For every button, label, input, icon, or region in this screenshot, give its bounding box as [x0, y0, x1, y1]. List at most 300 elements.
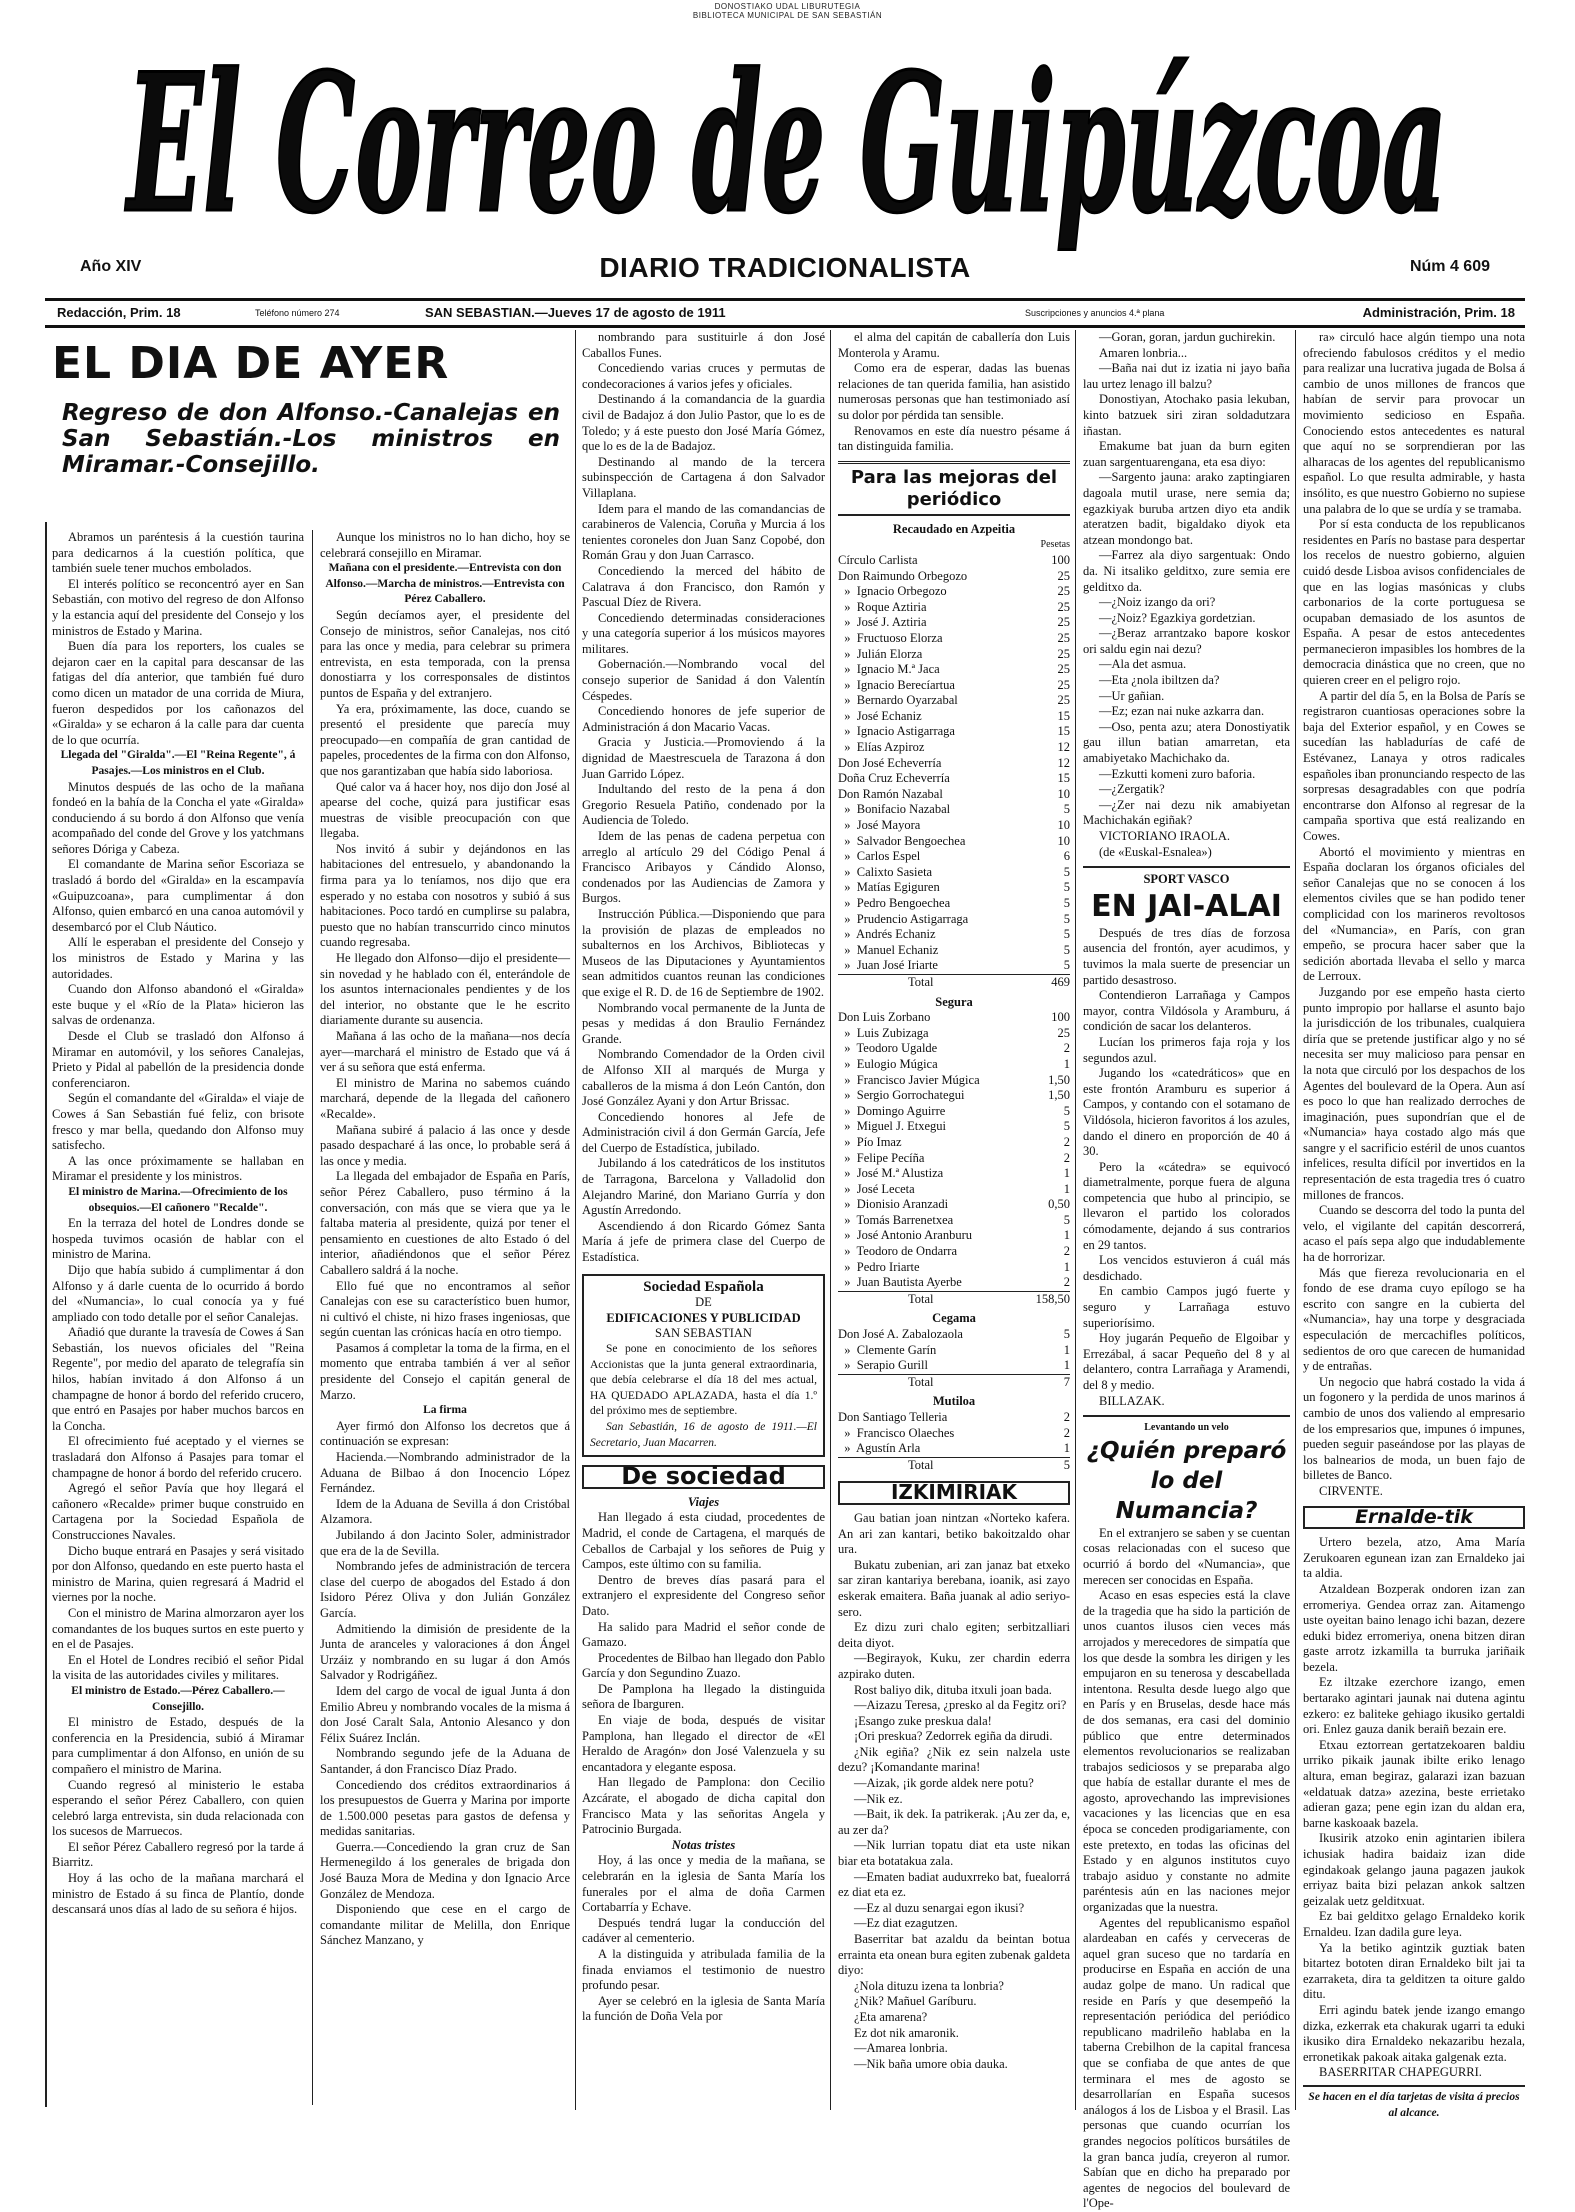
- donor-row: [838, 1327, 1070, 1343]
- donor-row: [838, 849, 1070, 865]
- paragraph: El ofrecimiento fué aceptado y el viernes se trasladará don Alfonso á Pasajes para tomar el champagne de honor á bordo del referido crucero.: [52, 1434, 304, 1480]
- donor-amount: 25: [1057, 646, 1070, 661]
- paragraph: El ministro de Marina no sabemos cuándo marchará, depende de la llegada del cañonero «Recalde».: [320, 1075, 570, 1121]
- donor-name: » Clemente Garín: [838, 1342, 937, 1357]
- donor-row: [838, 1244, 1070, 1260]
- col-f-footer: Se hacen en el día tarjetas de visita á precios al alcance.: [1303, 2085, 1525, 2121]
- paragraph: El ministro de Estado.—Pérez Caballero.—Consejillo.: [71, 1684, 285, 1713]
- paragraph: —Nik baña umore obia dauka.: [854, 2056, 1008, 2071]
- paragraph: Según el comandante del «Giralda» el viaje de Cowes á San Sebastián fué feliz, con brisote fresco y mar bella, quedando don Alfonso muy satisfecho.: [52, 1091, 304, 1153]
- donor-name: » Juan Bautista Ayerbe: [838, 1275, 962, 1290]
- stamp-line-1: DONOSTIAKO UDAL LIBURUTEGIA: [714, 2, 861, 11]
- izkimiriak-title: IZKIMIRIAK: [890, 1480, 1018, 1505]
- paragraph: A partir del día 5, en la Bolsa de París se registraron cuantiosas operaciones sobre la baja del Exterior español, y en Cowes se sucedían las habladurías de café de Estévanez, Lanaya y otros radicales españoles iban pronunciando respecto de las sorpresas desagradables con que podría encontrarse don Alfonso al regresar de la campaña sportiva que está realizando en Cowes.: [1303, 688, 1525, 843]
- donor-amount: 5: [1063, 927, 1070, 942]
- paragraph: —Bait, ik dek. Ia patrikerak. ¡Au zer da, e, au zer da?: [838, 1807, 1070, 1837]
- total-label: Total: [908, 1374, 934, 1389]
- donor-row: [838, 615, 1070, 631]
- donor-name: » Agustín Arla: [838, 1441, 921, 1456]
- paragraph: Llegada del "Giralda".—El "Reina Regente", á Pasajes.—Los ministros en el Club.: [60, 749, 296, 777]
- paragraph: Minutos después de las ocho de la mañana fondeó en la bahía de la Concha el yate «Giralda» conduciendo á su bordo á don Alfonso que venía acompañado del conde del Grove y los yatchmans señores Dóriga y Cabeza.: [52, 779, 304, 856]
- info-bar: [45, 298, 1525, 328]
- donor-name: » Manuel Echaniz: [838, 942, 939, 957]
- total-mutiloa: [838, 1457, 1070, 1474]
- paragraph: Gobernación.—Nombrando vocal del consejo superior de Sanidad á don Valentín Céspedes.: [582, 657, 825, 703]
- donor-row: [838, 1104, 1070, 1120]
- paragraph: Lucían los primeros faja roja y los segundos azul.: [1083, 1034, 1290, 1065]
- paragraph: En el Hotel de Londres recibió el señor Pidal la visita de las autoridades civiles y militares.: [52, 1652, 304, 1683]
- jai-alai-title: EN JAI-ALAI: [1091, 888, 1282, 924]
- year-label: Año XIV: [80, 258, 142, 275]
- donor-row: [838, 1275, 1070, 1291]
- donor-name: » Bonifacio Nazabal: [838, 802, 951, 817]
- library-stamp: [0, 2, 1575, 20]
- donor-row: [838, 1041, 1070, 1057]
- paragraph: Dicho buque entrará en Pasajes y será visitado por don Alfonso, quedando en este puerto hasta el ministro de Marina, quien regresará á Madrid el viernes por la noche.: [52, 1543, 304, 1605]
- paragraph: Idem para el mando de las comandancias de carabineros de Valencia, Coruña y Murcia á los tenientes coroneles don Juan Sanz Copobé, don Román Grau y don Juan Carrasco.: [582, 501, 825, 563]
- paragraph: Buen día para los reporters, los cuales se dejaron caer en la capital para descansar de las fatigas del día anterior, que también fué duro como dicen un matador de una corrida de Miura, fueron despedidos por los cañonazos del «Giralda» y se echaron á la calle para dar cuenta de lo que ocurría.: [52, 639, 304, 747]
- dateline: SAN SEBASTIAN.—Jueves 17 de agosto de 1911: [425, 305, 726, 320]
- donor-name: » Serapio Gurill: [838, 1358, 928, 1373]
- paragraph: Un negocio que habrá costado la vida á un fogonero y la perdida de unos marinos á cambio de unos dos valiendo al empresario de los empresarios que, impunes ó impunes, pueden seguir paseándose por las playas de los balnearios de moda, un buen fajo de billetes de Banco.: [1303, 1374, 1525, 1483]
- donor-name: Don Raimundo Orbegozo: [838, 568, 968, 583]
- column-d: [838, 330, 1070, 2110]
- paragraph: Ello fué que no encontramos al señor Canalejas con ese su característico buen humor, ni cultivó el chiste, ni hizo frases ingeniosas, que según cuentan las crónicas hacía en otro tiempo.: [320, 1278, 570, 1340]
- paragraph: El ministro de Estado, después de la conferencia en la Presidencia, subió á Miramar para cumplimentar á don Alfonso, en unión de su compañero el ministro de Marina.: [52, 1715, 304, 1776]
- donor-row: [838, 771, 1070, 787]
- paragraph: Ayer firmó don Alfonso los decretos que á continuación se expresan:: [320, 1418, 570, 1449]
- donor-name: » José Antonio Aranburu: [838, 1228, 973, 1243]
- levantando-label: Levantando un velo: [1083, 1415, 1290, 1436]
- paragraph: —Ez diat ezagutzen.: [854, 1916, 958, 1931]
- paragraph: Como era de esperar, dadas las buenas relaciones de tan querida familia, han asistido numerosas personas que han testimoniado así su dolor por pérdida tan sensible.: [838, 361, 1070, 422]
- paragraph: —Nik lurrian topatu diat eta uste nikan biar eta botatakua zala.: [838, 1838, 1070, 1869]
- donor-name: Don Santiago Telleria: [838, 1410, 948, 1424]
- donor-name: » Miguel J. Etxegui: [838, 1119, 946, 1134]
- donor-amount: 2: [1063, 1134, 1070, 1149]
- paragraph: VICTORIANO IRAOLA.: [1099, 829, 1231, 843]
- donor-name: » Elías Azpiroz: [838, 740, 925, 755]
- suscripciones: Suscripciones y anuncios 4.ª plana: [1025, 308, 1165, 318]
- donor-name: » Fructuoso Elorza: [838, 630, 943, 645]
- meta-row: [70, 254, 1500, 282]
- paragraph: Abramos un paréntesis á la cuestión taurina para dedicarnos á la cuestión política, que también suele tener muchos embolados.: [52, 530, 304, 576]
- paragraph: Destinando al mando de la tercera subinspección de Cartagena á don Salvador Villaplana.: [582, 454, 825, 500]
- donor-name: Doña Cruz Echeverría: [838, 771, 950, 786]
- paragraph: Juzgando por ese empeño hasta cierto punto impropio por hallarse el asunto bajo la jurisdicción de los tribunales, cualquiera diría que se pretende justificar algo y no sé necesita ser muy malicioso para pensar en la nota que circuló por los despachos de los Agentes del boulevard de la Opera. Aun así es poco lo que han realizado derroches de imaginación, pues supondrían que el de «Numancia» haya costado algo más que sangre y el sacrificio estéril de unos cuantos infelices, resulta difícil por invertidos en la representación de esta tragedia tres ó cuatro millones de francos.: [1303, 984, 1525, 1202]
- paragraph: La firma: [423, 1404, 467, 1417]
- donor-row: [838, 678, 1070, 694]
- column-rule: [312, 530, 313, 2105]
- paragraph: Han llegado de Pamplona: don Cecilio Azcárate, el abogado de dicha capital don Francisco Mata y las señoritas Angela y Patrocinio Burgada.: [582, 1775, 825, 1837]
- donor-amount: 25: [1057, 615, 1070, 630]
- donor-row: [838, 709, 1070, 725]
- donor-name: » Teodoro Ugalde: [838, 1041, 938, 1056]
- donor-name: » Calixto Sasieta: [838, 864, 933, 879]
- donor-row: [838, 1166, 1070, 1182]
- paragraph: Idem de la Aduana de Sevilla á don Cristóbal Alzamora.: [320, 1496, 570, 1527]
- paragraph: Donostiyan, Atochako pasia lekuban, kinto batzuek siri ziran soldadutzara iñastan.: [1083, 392, 1290, 438]
- paragraph: Nombrando vocal permanente de la Junta de pesas y medidas á don Braulio Fernández Grande.: [582, 1000, 825, 1046]
- donor-amount: 15: [1057, 724, 1070, 739]
- donor-amount: 100: [1051, 552, 1070, 567]
- paragraph: ¿Nik egiña? ¿Nik ez sein nalzela uste dezu? ¡Komandante marina!: [838, 1744, 1070, 1775]
- main-deck: Regreso de don Alfonso.-Canalejas en San Sebastián.-Los ministros en Miramar.-Consejillo.: [62, 400, 560, 478]
- paragraph: —Oso, penta azu; atera Donostiyatik gau illun batian amarretan, eta amabiyetako Machichako da.: [1083, 719, 1290, 766]
- paragraph: En viaje de boda, después de visitar Pamplona, han llegado el director de «El Heraldo de Aragón» don José Valenzuela y su encantadora y elegante esposa.: [582, 1713, 825, 1774]
- paragraph: De Pamplona ha llegado la distinguida señora de Ibarguren.: [582, 1681, 825, 1712]
- paragraph: Nombrando jefes de administración de tercera clase del cuerpo de abogados del Estado á don Isidoro Pérez Oliva y don Julián González García.: [320, 1559, 570, 1620]
- donor-name: » Eulogio Múgica: [838, 1056, 938, 1071]
- donor-row: [838, 1197, 1070, 1213]
- column-f: [1303, 330, 1525, 2119]
- izkimiriak-text: [838, 1511, 1070, 2072]
- paragraph: Ez bai gelditxo gelago Ernaldeko korik Ernaldeu. Izan dadila gure leya.: [1303, 1909, 1525, 1939]
- paragraph: —Ematen badiat auduxrreko bat, fuealorrá ez diat eta ez.: [838, 1869, 1070, 1900]
- column-rule: [830, 330, 831, 2110]
- donor-row: [838, 958, 1070, 974]
- paragraph: —Ez; ezan nai nuke azkarra dan.: [1099, 704, 1265, 719]
- paragraph: Allí le esperaban el presidente del Consejo y los ministros de Estado y Marina y las autoridades.: [52, 935, 304, 981]
- paragraph: Jubilando á don Jacinto Soler, administrador que era de la de Sevilla.: [320, 1528, 570, 1558]
- donor-row: [838, 1057, 1070, 1073]
- paragraph: Mañana subiré á palacio á las once y desde pasado despacharé á las once, lo probable será á las once y media.: [320, 1122, 570, 1168]
- donor-name: » Salvador Bengoechea: [838, 833, 966, 848]
- paragraph: Nos invitó á subir y dejándonos en las habitaciones del entresuelo, y abandonando la firma para ya lo teníamos, nos dijo que era esperado y no estaba con nosotros y subió á sus habitaciones. Poco tardó en cumplirse su palabra, puesto que no habían transcurrido cinco minutos cuando regresaba.: [320, 841, 570, 950]
- paragraph: —Goran, goran, jardun guchirekin.: [1099, 330, 1276, 344]
- paragraph: (de «Euskal-Esnalea»): [1099, 844, 1212, 859]
- donor-name: » Pedro Bengoechea: [838, 896, 951, 910]
- paragraph: Jubilando á los catedráticos de los institutos de Tarragona, Barcelona y Valladolid don Alejandro Mariné, don Mariano Gurría y don Agustín Arredondo.: [582, 1156, 825, 1218]
- column-f-text: [1303, 330, 1525, 1500]
- paragraph: Atzaldean Bozperak ondoren izan zan erromeriya. Gendea orraz zan. Aitamengo uste oyeitan baino lenago ichi bazan, dezere eduki bidez erromeriya, onena bitzen diran gaste arrotz izkamilla ta burruka jariñaik bezela.: [1303, 1581, 1525, 1674]
- paragraph: Después tendrá lugar la conducción del cadáver al cementerio.: [582, 1915, 825, 1946]
- donor-row: [838, 740, 1070, 756]
- donor-name: » Dionisio Aranzadi: [838, 1197, 949, 1212]
- donor-amount: 2: [1063, 1425, 1070, 1440]
- poem-text: [1083, 330, 1290, 860]
- paragraph: Amaren lonbria...: [1099, 345, 1188, 360]
- donor-row: [838, 1358, 1070, 1374]
- mutiloa-head: Mutiloa: [932, 1394, 976, 1409]
- paragraph: Destinando á la comandancia de la guardia civil de Badajoz á don Julio Pastor, que lo es de Toledo; y á este puesto don José María Gómez, que lo es de la de Badajoz.: [582, 392, 825, 454]
- ad-sign: San Sebastián, 16 de agosto de 1911.—El Secretario, Juan Macarren.: [590, 1420, 817, 1449]
- paragraph: Admitiendo la dimisión de presidente de la Junta de aranceles y valoraciones á don Ángel Urzáiz y nombrando en su lugar á don Amós Salvador y Rodrigáñez.: [320, 1621, 570, 1683]
- donor-row: [838, 600, 1070, 616]
- donor-amount: 15: [1057, 771, 1070, 786]
- donor-list-mutiloa: [838, 1410, 1070, 1457]
- paragraph: Hacienda.—Nombrando administrador de la Aduana de Bilbao á don Inocencio López Fernández.: [320, 1450, 570, 1496]
- recaudado-head: Recaudado en Azpeitia: [892, 521, 1016, 536]
- donor-row: [838, 1410, 1070, 1426]
- donor-row: [838, 1426, 1070, 1442]
- donor-amount: 1,50: [1048, 1088, 1070, 1103]
- paragraph: Idem de las penas de cadena perpetua con arreglo al artículo 29 del Código Penal á Francisco Aribayos y Cándido Alonso, condenados por las Audiencias de Zamora y Burgos.: [582, 829, 825, 906]
- cegama-head: Cegama: [932, 1311, 976, 1326]
- donor-name: » Tomás Barrenetxea: [838, 1212, 954, 1227]
- paragraph: Rost baliyo dik, dituba itxuli joan bada.: [854, 1682, 1052, 1697]
- donor-amount: 5: [1063, 1212, 1070, 1227]
- paragraph: En la terraza del hotel de Londres donde se hospeda tuvimos ocasión de hablar con el ministro de Marina.: [52, 1216, 304, 1262]
- column-rule: [575, 330, 576, 2110]
- donor-name: » Ignacio Berecíartua: [838, 677, 955, 692]
- paragraph: La llegada del embajador de España en París, señor Pérez Caballero, puso término á la conversación, con más que se viera que ya le faltaba materia al presidente, quizá por tener el pensamiento en cuestiones de alto Estado ó del interior, añadiéndonos que el señor Pérez Caballero saldrá á la noche.: [320, 1169, 570, 1277]
- paragraph: En cambio Campos jugó fuerte y seguro y Larrañaga estuvo superiorísimo.: [1083, 1284, 1290, 1330]
- donor-row: [838, 647, 1070, 663]
- donor-name: » Roque Aztiria: [838, 599, 927, 614]
- column-c: [582, 330, 825, 2110]
- subtitle: DIARIO TRADICIONALISTA: [599, 252, 971, 283]
- paragraph: Mañana con el presidente.—Entrevista con don Alfonso.—Marcha de ministros.—Entrevista con Pérez Caballero.: [325, 562, 565, 606]
- donor-name: » Andrés Echaniz: [838, 927, 936, 942]
- donor-amount: 25: [1057, 584, 1070, 599]
- donor-row: [838, 1010, 1070, 1026]
- donor-list-azpeitia: [838, 553, 1070, 974]
- donor-amount: 12: [1057, 740, 1070, 755]
- donor-row: [838, 1088, 1070, 1104]
- paragraph: Concediendo varias cruces y permutas de condecoraciones á varios jefes y oficiales.: [582, 361, 825, 391]
- paragraph: ¿Nik? Mañuel Garíburu.: [854, 1994, 977, 2009]
- paragraph: —Aizazu Teresa, ¿presko al da Fegitz ori?: [854, 1698, 1067, 1713]
- paragraph: Ez dot nik amaronik.: [854, 2025, 959, 2040]
- donor-row: [838, 880, 1070, 896]
- donor-row: [838, 927, 1070, 943]
- donor-amount: 0,50: [1048, 1197, 1070, 1212]
- donor-amount: 5: [1063, 1119, 1070, 1134]
- total-segura: [838, 1291, 1070, 1308]
- tristes-head: Notas tristes: [671, 1837, 736, 1852]
- donor-amount: 2: [1063, 1275, 1070, 1290]
- paragraph: Según decíamos ayer, el presidente del Consejo de ministros, señor Canalejas, nos citó para las once y media, para celebrar su primera entrevista, en esta temporada, con la prensa donostiarra y los corresponsales de distintos puntos de España y del extranjero.: [320, 607, 570, 700]
- donor-amount: 1: [1063, 1441, 1070, 1456]
- paragraph: Concediendo determinadas consideraciones y una categoría superior á los músicos mayores militares.: [582, 610, 825, 656]
- column-e: [1083, 330, 1290, 2211]
- donor-row: [838, 693, 1070, 709]
- donor-row: [838, 1213, 1070, 1229]
- ernalde-box: [1303, 1506, 1525, 1530]
- donor-name: » Prudencio Astigarraga: [838, 911, 969, 926]
- donor-amount: 1: [1063, 1056, 1070, 1071]
- donor-row: [838, 1151, 1070, 1167]
- donor-amount: 5: [1063, 802, 1070, 817]
- paragraph: Los vencidos estuvieron á cuál más desdichado.: [1083, 1253, 1290, 1283]
- donor-name: » José M.ª Alustiza: [838, 1166, 944, 1181]
- izkimiriak-box: [838, 1481, 1070, 1505]
- paragraph: Con el ministro de Marina almorzaron ayer los comandantes de los buques surtos en este puerto y en el de Pasajes.: [52, 1605, 304, 1652]
- donor-name: » Luis Zubizaga: [838, 1025, 929, 1040]
- paragraph: —¿Beraz arrantzako bapore koskor ori saldu egin nai dezu?: [1083, 626, 1290, 656]
- column-rule: [1075, 330, 1076, 2110]
- donor-amount: 100: [1051, 1010, 1070, 1025]
- donor-name: Don José A. Zabalozaola: [838, 1327, 963, 1342]
- column-a: [52, 530, 304, 2105]
- paragraph: nombrando para sustituirle á don José Caballos Funes.: [582, 330, 825, 360]
- paragraph: Por sí esta conducta de los republicanos residentes en París no bastase para despertar los recelos de nuestro gobierno, alguien cuidó desde Lisboa avisos confidenciales de que en las logias masónicas y clubs carbonarios de la corte portuguesa se ocupaban demasiado de los asuntos de España. A pesar de estos antecedentes permanecieron impasibles los hombres de la democracia dinástica que no creen, que no quieren creer en el peligro rojo.: [1303, 517, 1525, 688]
- donor-name: Círculo Carlista: [838, 552, 918, 567]
- donor-amount: 5: [1063, 1327, 1070, 1342]
- left-margin-rule: [45, 522, 47, 2107]
- paragraph: —Sargento jauna: arako zaptingiaren dagoala mutil urase, nere semia da; egazkiyak buruba artzen diyo eta andik ateratzen badit, bigaldako diyok eta atzean mondongo bat.: [1083, 470, 1290, 547]
- donor-name: » Julián Elorza: [838, 646, 923, 661]
- total-amount: 7: [1063, 1374, 1070, 1389]
- paragraph: El comandante de Marina señor Escoriaza se trasladó á bordo del «Giralda» en la escampavía «Guipuzcoana», para cumplimentar á don Alfonso, quien embarcó en una canoa automóvil y desembarcó por el Club Náutico.: [52, 857, 305, 934]
- donor-row: [838, 553, 1070, 569]
- svg-text:El Correo de Guipúzcoa: El Correo de Guipúzcoa: [124, 32, 1447, 255]
- donor-amount: 1: [1063, 1358, 1070, 1373]
- donor-amount: 5: [1063, 880, 1070, 895]
- paragraph: —Baña nai dut iz izatia ni jayo baña lau urtez lenago ill balzu?: [1083, 361, 1290, 391]
- paragraph: Jugando los «catedráticos» que en este frontón Aramburu es superior á Campos, y contando con el sotamano de Vildósola, hicieron favoritos á los azules, dando el dinero en proporción de 40 á 30.: [1083, 1066, 1290, 1159]
- paragraph: Ya la betiko agintzik guztiak baten bitartez bototen diran Ernaldeko bilt jai ta ezarraketa, dira ta gelditzen ta oiture galdo ditu.: [1303, 1940, 1525, 2002]
- paragraph: —Ezkutti komeni zuro baforia.: [1099, 766, 1256, 781]
- sociedad-title: De sociedad: [621, 1462, 786, 1491]
- paragraph: Emakume bat juan da burn egiten zuan sargentuarengana, eta esa diyo:: [1083, 439, 1290, 469]
- total-cegama: [838, 1374, 1070, 1391]
- paragraph: Bukatu zubenian, ari zan janaz bat etxeko sar ziran kantariya berebana, ioanik, asi zayo eskerak emaitera. Baña juanak al adio seriyo-sero.: [838, 1557, 1070, 1619]
- donor-row: [838, 818, 1070, 834]
- total-amount: 158,50: [1035, 1291, 1070, 1306]
- donor-amount: 5: [1063, 1103, 1070, 1118]
- paragraph: Erri agindu batek jende izango emango dizka, ezkerrak eta chakurak ugarri ta eduki ikusiko dira Ernaldeko nekazaribu hezala, erronetikak pakoak aitaka galgenak ezta.: [1303, 2002, 1525, 2064]
- masthead-logo: [120, 30, 1455, 255]
- paragraph: Desde el Club se trasladó don Alfonso á Miramar en automóvil, y los señores Canalejas, Prieto y Pidal al pabellón de la presidencia donde conferenciaron.: [52, 1029, 304, 1090]
- main-headline: EL DIA DE AYER: [52, 338, 450, 389]
- paragraph: Dentro de breves días pasará para el extranjero el expresidente del Congreso señor Dato.: [582, 1572, 825, 1618]
- donor-name: » Ignacio Astigarraga: [838, 724, 955, 739]
- paragraph: Nombrando Comendador de la Orden civil de Alfonso XII al marqués de Murga y caballeros de la misma á don León Cantón, don José González Ayani y don Artur Brissac.: [582, 1047, 825, 1109]
- donor-name: » Carlos Espel: [838, 849, 921, 864]
- donor-name: » Francisco Olaeches: [838, 1425, 955, 1440]
- paragraph: Hoy, á las once y media de la mañana, se celebrarán en la iglesia de Santa María los funerales por el alma de doña Carmen Cortabarría y Echave.: [582, 1853, 825, 1915]
- paragraph: Pasamos á completar la toma de la firma, en el momento que entraba también á ver al señor presidente del Consejo el capitán general de Marzo.: [320, 1340, 570, 1402]
- paragraph: Acaso en esas especies está la clave de la tragedia que ha sido la partición de unos cuantos ilusos cien veces más arrojados y merecedores de simpatía que los que desde la sombra les dirigen y les empujaron en su tenerosa y descabellada intentona. Resulta desde luego algo que en París y en Bruselas, desde hace más de dos semanas, era casi del dominio público que entre determinados elementos revolucionarios se realizaban trabajos sediciosos y se preparaba algo que había de estallar durante el mes de agosto, aprovechando las imprevisiones vacaciones y las licencias que en esa época se conceden prodigariamente, con este pretexto, en todas las oficinas del Estado y en algunos institutos cuyo trabajo asiduo y constante no admite paréntesis aún en las naciones mejor organizadas que la nuestra.: [1083, 1588, 1290, 1915]
- administracion: Administración, Prim. 18: [1362, 305, 1515, 320]
- donor-row: [838, 912, 1070, 928]
- paragraph: Ez iltzake ezerchore izango, emen bertarako agintari jaunak nai dutena agintu ezkero: ez baliteke gehiago ikusiko gertaldi ori. Enlez gauza danik beraiñ bezain ere.: [1303, 1675, 1525, 1737]
- donor-name: » Francisco Javier Múgica: [838, 1072, 980, 1087]
- stamp-line-2: BIBLIOTECA MUNICIPAL DE SAN SEBASTIÁN: [692, 11, 883, 20]
- paragraph: Han llegado á esta ciudad, procedentes de Madrid, el conde de Cartagena, el marqués de Ceballos de Carbajal y los señores de Puig y Campos, este último con su familia.: [582, 1510, 825, 1572]
- paragraph: Añadió que durante la travesía de Cowes á San Sebastián, los nuevos oficiales del "Reina Regente", por medio del aparato de telegrafía sin hilos, habían invitado á don Alfonso á un champagne de honor á bordo del referido crucero, que entró en Pasajes por haber muchos barcos en la Concha.: [52, 1325, 304, 1433]
- paragraph: Concediendo honores al Jefe de Administración civil á don Germán García, Jefe del Cuerpo de Estadística, jubilado.: [582, 1109, 825, 1155]
- paragraph: —¿Noiz? Egazkiya gordetzian.: [1099, 610, 1256, 625]
- paragraph: —Amarea lonbria.: [854, 2041, 948, 2056]
- donor-row: [838, 631, 1070, 647]
- ad-line4: SAN SEBASTIAN: [655, 1326, 752, 1341]
- paragraph: He llegado don Alfonso—dijo el presidente—sin novedad y he hablado con él, enterándole de los asuntos internacionales pendientes y de los del interior, no obstante que le he escrito diariamente durante su ausencia.: [320, 951, 570, 1028]
- donor-amount: 10: [1057, 818, 1070, 833]
- donor-row: [838, 1182, 1070, 1198]
- tristes-items: [582, 1853, 825, 2025]
- donor-name: » Bernardo Oyarzabal: [838, 693, 958, 708]
- mejoras-title: Para las mejoras del periódico: [850, 466, 1058, 510]
- donor-amount: 1: [1063, 1228, 1070, 1243]
- paragraph: Gracia y Justicia.—Promoviendo á la dignidad de Maestrescuela de Tarazona á don Juan Garrido López.: [582, 735, 825, 781]
- donor-name: » Sergio Gorrochategui: [838, 1088, 965, 1103]
- donor-name: » Pedro Iriarte: [838, 1259, 920, 1274]
- donor-amount: 10: [1057, 786, 1070, 801]
- donor-name: » Ignacio Orbegozo: [838, 584, 947, 599]
- paragraph: —Aizak, ¡ik gorde aldek nere potu?: [854, 1776, 1034, 1791]
- paragraph: Más que fiereza revolucionaria en el fondo de ese drama cuyo epílogo se ha escrito con sangre en la cubierta del «Numancia», hay una torpe y desgraciada especulación de mercachifles políticos, sedientos de oro que carecen de humanidad y de entrañas.: [1303, 1265, 1525, 1374]
- donor-amount: 5: [1063, 864, 1070, 879]
- telefono: Teléfono número 274: [255, 308, 340, 318]
- paragraph: Qué calor va á hacer hoy, nos dijo don José al apearse del coche, quizá para justificar esas muestras de visible preocupación con que llegaba.: [320, 779, 570, 841]
- donor-row: [838, 1343, 1070, 1359]
- donor-row: [838, 865, 1070, 881]
- donor-amount: 10: [1057, 833, 1070, 848]
- donor-name: Don Luis Zorbano: [838, 1010, 931, 1025]
- paragraph: El interés político se reconcentró ayer en San Sebastián, con motivo del regreso de don Alfonso y la estancia aquí del presidente del Consejo y los ministros de Estado y Marina.: [52, 576, 304, 638]
- paragraph: —Ur gañian.: [1099, 688, 1165, 703]
- donor-row: [838, 1119, 1070, 1135]
- ad-title: Sociedad Española: [643, 1278, 764, 1295]
- total-amount: 5: [1063, 1457, 1070, 1472]
- donor-row: [838, 569, 1070, 585]
- paragraph: Cuando se descorra del todo la punta del velo, el vigilante del capitán descorrerá, acaso el país sepa algo que indudablemente ha de horrorizar.: [1303, 1203, 1525, 1265]
- paragraph: Cuando regresó al ministerio le estaba esperando el señor Pérez Caballero, con quien celebró larga entrevista, sin duda relacionada con los sucesos de Marruecos.: [52, 1777, 304, 1839]
- donor-name: » Pío Imaz: [838, 1134, 902, 1149]
- paragraph: Pero la «cátedra» se equivocó diametralmente, porque fuera de alguna competencia que hubo al principio, se llevaron el partido los colorados cómodamente, dejando á sus contrarios en 29 tantos.: [1083, 1159, 1290, 1252]
- donor-row: [838, 943, 1070, 959]
- mejoras-box: [838, 461, 1070, 516]
- paragraph: —¿Zer nai dezu nik amabiyetan Machichakán egiñak?: [1083, 797, 1290, 828]
- paragraph: Cuando don Alfonso abandonó el «Giralda» este buque y el «Río de la Plata» hicieron las salvas de ordenanza.: [52, 982, 304, 1028]
- paragraph: Guerra.—Concediendo la gran cruz de San Hermenegildo á los generales de brigada don José Bauza Mora de Medina y don Ignacio Arce González de Mendoza.: [320, 1839, 570, 1901]
- paragraph: Baserritar bat azaldu da beintan botua errainta eta onean bura egiten zubenak galdeta diyo:: [838, 1932, 1070, 1978]
- paragraph: Indultando del resto de la pena á don Gregorio Resuela Patiño, condenado por la Audiencia de Toledo.: [582, 782, 825, 828]
- paragraph: A las once próximamente se hallaban en Miramar el presidente y los ministros.: [52, 1153, 304, 1184]
- paragraph: Hoy jugarán Pequeño de Elgoibar y Errezábal, á sacar Pequeño del 8 y al delantero, contra Larrañaga y Aramendi, del 8 y medio.: [1083, 1331, 1290, 1392]
- jai-alai-text: [1083, 926, 1290, 1409]
- donor-name: » Teodoro de Ondarra: [838, 1244, 957, 1259]
- donor-name: Don José Echeverría: [838, 755, 942, 770]
- paragraph: —¿Zergatik?: [1099, 782, 1165, 797]
- donor-name: » Domingo Aguirre: [838, 1103, 946, 1118]
- paragraph: A la distinguida y atribulada familia de la finada enviamos el testimonio de nuestro profundo pesar.: [582, 1946, 825, 1993]
- donor-row: [838, 584, 1070, 600]
- donor-name: » Juan José Iriarte: [838, 958, 938, 973]
- column-d-intro: [838, 330, 1070, 455]
- donor-row: [838, 834, 1070, 850]
- donor-amount: 5: [1063, 942, 1070, 957]
- donor-amount: 25: [1057, 630, 1070, 645]
- redaccion: Redacción, Prim. 18: [57, 305, 181, 320]
- total-label: Total: [908, 974, 934, 989]
- paragraph: ra» circuló hace algún tiempo una nota ofreciendo fabulosos créditos y el medio para realizar una lucrativa jugada de Bolsa á cambio de unos millones de francos que habían de servir para provocar un movimiento sedicioso en España. Conociendo estos antecedentes es natural que aquí no se sorprendieran por las alharacas de los agentes del republicanismo español. Lo que resulta admirable, y hasta insólito, es que nuestro Gobierno no supiese una palabra de lo que se urdía y se tramaba.: [1303, 330, 1525, 516]
- ad-box: [582, 1274, 825, 1458]
- ad-body: Se pone en conocimiento de los señores Accionistas que la junta general extraordinaria, que debía celebrarse el día 18 del mes actual, HA QUEDADO APLAZADA, hasta el día 1.º del próximo mes de septiembre.: [590, 1343, 817, 1418]
- paragraph: Renovamos en este día nuestro pésame á tan distinguida familia.: [838, 423, 1070, 454]
- donor-amount: 1: [1063, 1342, 1070, 1357]
- paragraph: En el extranjero se saben y se cuentan cosas relacionadas con el suceso que ocurrió á bordo del «Numancia», que merecen ser conocidas en España.: [1083, 1525, 1290, 1587]
- donor-row: [838, 1260, 1070, 1276]
- donor-amount: 1: [1063, 1181, 1070, 1196]
- paragraph: Disponiendo que cese en el cargo de comandante militar de Melilla, don Enrique Sánchez Manzano, y: [320, 1902, 570, 1948]
- donor-name: » José J. Aztiria: [838, 615, 927, 630]
- donor-amount: 25: [1057, 677, 1070, 692]
- paragraph: Ya era, próximamente, las doce, cuando se presentó el presidente que parecía muy preocupado—en compañía de gran cantidad de papeles, procedentes de la firma con don Alfonso, que nos garantizaban que había sido laboriosa.: [320, 701, 570, 778]
- donor-amount: 1,50: [1048, 1072, 1070, 1087]
- pesetas-label: Pesetas: [1040, 539, 1070, 551]
- donor-amount: 25: [1057, 1025, 1070, 1040]
- paragraph: —Ez al duzu senargai egon ikusi?: [854, 1900, 1025, 1915]
- paragraph: BASERRITAR CHAPEGURRI.: [1319, 2065, 1482, 2080]
- paragraph: Concediendo dos créditos extraordinarios á los presupuestos de Guerra y Marina por importe de 1.500.000 pesetas para gastos de defensa y medidas sanitarias.: [320, 1777, 570, 1839]
- donor-row: [838, 896, 1070, 912]
- sport-label: SPORT VASCO: [1083, 866, 1290, 888]
- donor-row: [838, 724, 1070, 740]
